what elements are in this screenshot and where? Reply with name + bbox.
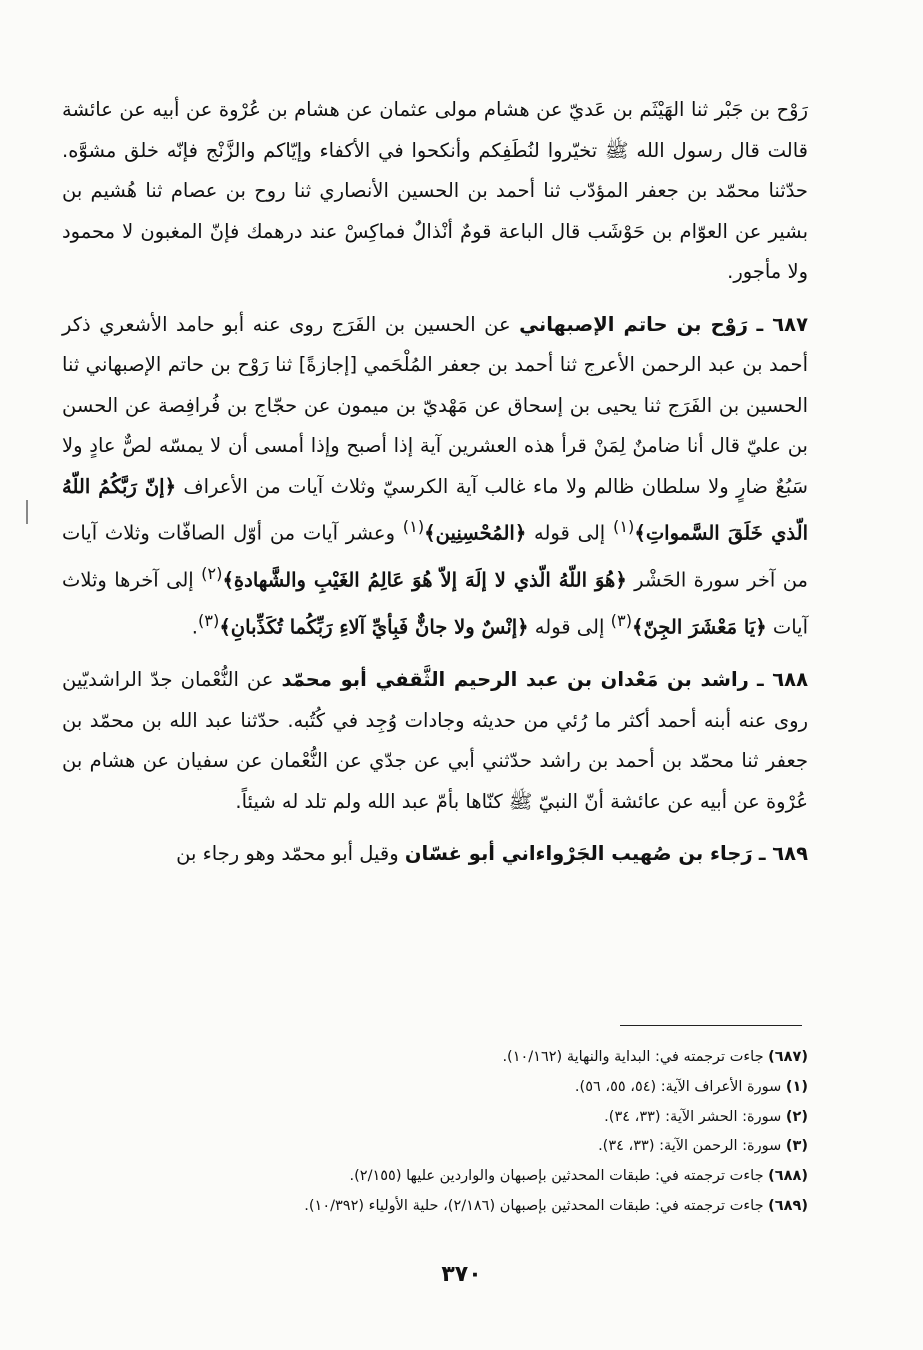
entry-689	[62, 834, 808, 875]
footnote	[62, 1162, 808, 1192]
footnote-label: (٣)	[785, 1138, 808, 1155]
entry-name: رَجاء بن صُهيب الجَرْواءاني أبو غسّان	[404, 842, 753, 865]
entry-name: رَوْح بن حاتم الإصبهاني	[519, 312, 748, 336]
quran-quote: ﴿المُحْسِنِين﴾	[424, 521, 527, 545]
footnote	[62, 1192, 808, 1222]
footnote-label: (٦٨٧)	[768, 1049, 808, 1065]
quran-quote: ﴿هُوَ اللّهُ الّذي لا إلَهَ إلاّ هُوَ عَالِمُ الغَيْبِ والشَّهادةِ﴾	[222, 568, 627, 592]
entry-name: راشد بن مَعْدان بن عبد الرحيم الثَّقفي أبو محمّد	[281, 668, 749, 691]
scan-edge-mark	[26, 500, 28, 524]
page-number: ٣٧٠	[441, 1262, 482, 1287]
entry-text: عن الحسين بن الفَرَج روى عنه أبو حامد الأشعري ذكر أحمد بن عبد الرحمن الأعرج ثنا أحمد بن جعفر المُلْحَمي [إجازةً] ثنا رَوْح بن حاتم الإصبهاني ثنا الحسين بن الفَرَج ثنا يحيى بن إسحاق عن مَهْديّ بن ميمون عن حجّاج بن فُرافِصة عن الحسن بن عليّ قال أنا ضامنٌ لِمَنْ قرأ هذه العشرين آية إذا أصبح وإذا أمسى أن لا يمسّه لصٌّ عادٍ ولا سَبُعٌ ضارٍ ولا سلطان ظالم ولا ماء غالب آية الكرسيّ وثلاث آيات من الأعراف	[62, 312, 808, 498]
entry-text: إلى قوله	[534, 615, 605, 639]
footnotes	[62, 1043, 808, 1222]
footnote	[62, 1043, 808, 1073]
footnote-ref: (١)	[402, 517, 425, 536]
footnote-ref: (٢)	[201, 564, 223, 583]
footnote-label: (٦٨٩)	[768, 1197, 808, 1214]
footnote-text: سورة الأعراف الآية: (٥٤، ٥٥، ٥٦).	[574, 1078, 782, 1095]
footnote-text: جاءت ترجمته في: طبقات المحدثين بإصبهان والواردين عليها (٢/١٥٥).	[349, 1168, 764, 1185]
entry-687	[62, 305, 808, 649]
footnote-ref: (٣)	[610, 611, 633, 630]
footnote-text: جاءت ترجمته في: البداية والنهاية (١٠/١٦٢).	[502, 1049, 764, 1065]
footnote-label: (٢)	[785, 1108, 808, 1125]
entry-number: ٦٨٩ ـ	[758, 842, 808, 865]
entry-number: ٦٨٧ ـ	[756, 312, 808, 336]
entry-text: وقيل أبو محمّد وهو رجاء بن	[176, 842, 399, 865]
footnote	[62, 1103, 808, 1133]
entry-text: رَوْح بن جَبْر ثنا الهَيْثَم بن عَديّ عن هشام مولى عثمان عن هشام بن عُرْوة عن أبيه عن عائشة قالت قال رسول الله ﷺ تخيّروا لنُطَفِكم وأنكحوا في الأكفاء وإيّاكم والزَّنْج فإنّه خلق مشوَّه. حدّثنا محمّد بن جعفر المؤدّب ثنا أحمد بن الحسين الأنصاري ثنا روح بن عصام ثنا هُشيم بن بشير عن العوّام بن حَوْشَب قال الباعة قومٌ أنْذالٌ فماكِسْ عند درهمك فإنّ المغبون لا محمود ولا مأجور.	[62, 98, 808, 283]
quran-quote: ﴿إنْسٌ ولا جانٌّ فَبِأيِّ آلاءِ رَبِّكُما تُكَذِّبانِ﴾	[219, 615, 529, 639]
entry-text: وعشر آيات من أوّل الصافّات وثلاث آيات من آخر سورة الحَشْر	[62, 521, 809, 592]
footnote	[62, 1073, 808, 1103]
quran-quote: ﴿يَا مَعْشَرَ الجِنّ﴾	[632, 615, 767, 639]
entry-688	[62, 660, 808, 822]
quran-quote: ﴿إنّ رَبَّكُمُ اللّهُ الّذي خَلَقَ السَّمواتِ﴾	[62, 474, 809, 545]
footnote-divider	[620, 1025, 802, 1026]
entry-number: ٦٨٨ ـ	[756, 668, 808, 691]
footnote-ref: (٣)	[197, 611, 220, 630]
footnote	[62, 1132, 808, 1162]
footnote-label: (١)	[785, 1078, 808, 1095]
entry-continuation	[62, 90, 808, 293]
footnote-label: (٦٨٨)	[768, 1168, 808, 1185]
footnote-text: جاءت ترجمته في: طبقات المحدثين بإصبهان (٢/١٨٦)، حلية الأولياء (١٠/٣٩٢).	[304, 1197, 764, 1214]
footnote-ref: (١)	[612, 517, 635, 536]
main-text	[62, 90, 808, 887]
entry-text: إلى آخرها وثلاث آيات	[62, 568, 808, 639]
entry-text: عن النُّعْمان جدّ الراشديّين روى عنه أبنه أحمد أكثر ما رُئي من حديثه وجادات وُجِد في كُتُبه. حدّثنا عبد الله بن محمّد بن جعفر ثنا محمّد بن أحمد بن راشد حدّثني أبي عن جدّي عن النُّعْمان عن سفيان عن هشام بن عُرْوة عن أبيه عن عائشة أنّ النبيّ ﷺ كنّاها بأمّ عبد الله ولم تلد له شيئاً.	[62, 668, 808, 813]
footnote-text: سورة: الحشر الآية: (٣٣، ٣٤).	[604, 1108, 782, 1125]
entry-text: إلى قوله	[534, 521, 606, 545]
footnote-text: سورة: الرحمن الآية: (٣٣، ٣٤).	[598, 1138, 782, 1155]
entry-text: .	[191, 615, 198, 639]
